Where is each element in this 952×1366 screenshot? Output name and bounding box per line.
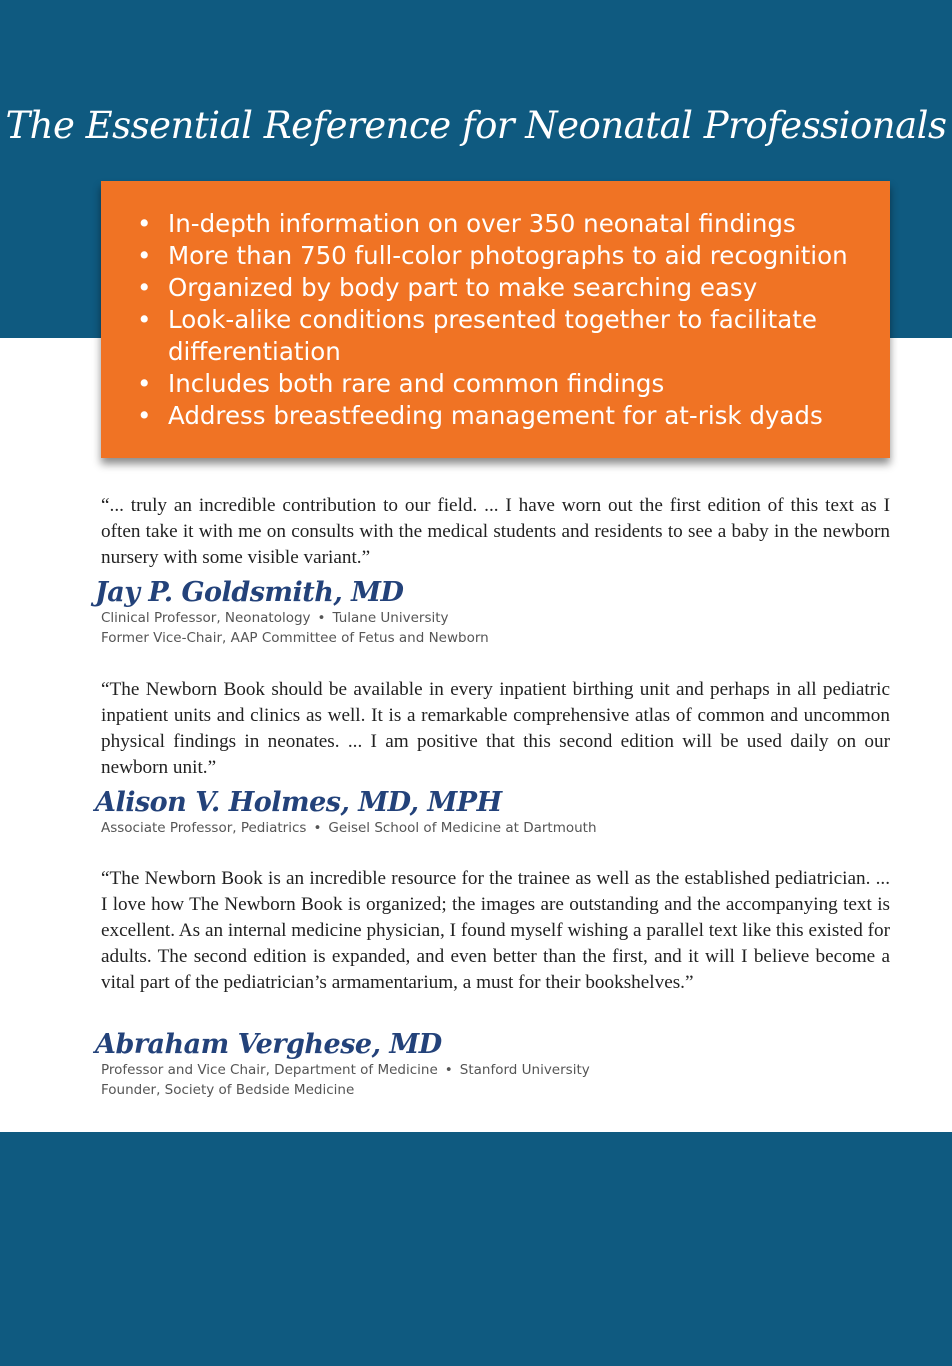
feature-text: Look-alike conditions presented together to facilitate differentiation (168, 305, 817, 366)
testimonial-author-1: Jay P. Goldsmith, MD (95, 577, 404, 608)
feature-text: Address breastfeeding management for at-risk dyads (168, 401, 823, 430)
testimonial-quote-2: “The Newborn Book should be available in every inpatient birthing unit and perhaps in all pediatric inpatient units and clinics as well. It is a remarkable comprehensive atlas of common and uncommon physical findings in neonates. ... I am positive that this second edition will be used daily on our newborn unit.” (101, 679, 890, 778)
features-box (101, 181, 890, 458)
affiliation-institution: Stanford University (459, 1062, 590, 1078)
affiliation-extra: Former Vice-Chair, AAP Committee of Fetus and Newborn (101, 630, 489, 646)
feature-item (137, 208, 857, 240)
feature-text: Includes both rare and common findings (168, 369, 665, 398)
testimonial-quote-3: “The Newborn Book is an incredible resource for the trainee as well as the established pediatrician. ... I love how The Newborn Book is organized; the images are outstanding and the accompanying text is excellent. As an internal medicine physician, I found myself wishing a parallel text like this existed for adults. The second edition is expanded, and even better than the first, and it will I believe become a vital part of the pediatrician’s armamentarium, a must for their bookshelves.” (101, 868, 890, 993)
features-list (137, 208, 857, 432)
feature-item (137, 272, 857, 304)
affiliation-title: Associate Professor, Pediatrics (101, 820, 307, 836)
bullet-icon: • (137, 305, 152, 334)
bullet-icon: • (137, 401, 152, 430)
bullet-icon: • (137, 241, 152, 270)
feature-item (137, 304, 857, 368)
separator-dot-icon: • (317, 610, 326, 626)
affiliation-institution: Geisel School of Medicine at Dartmouth (328, 820, 597, 836)
feature-item (137, 400, 857, 432)
bullet-icon: • (137, 209, 152, 238)
testimonial-author-2: Alison V. Holmes, MD, MPH (95, 787, 502, 818)
testimonial-quote-1: “... truly an incredible contribution to our field. ... I have worn out the first edition of this text as I often take it with me on consults with the medical students and residents to see a baby in the newborn nursery with some visible variant.” (101, 495, 890, 568)
bottom-blue-band (0, 1132, 952, 1366)
cover-headline: The Essential Reference for Neonatal Professionals (5, 104, 947, 147)
testimonial-author-3: Abraham Verghese, MD (95, 1029, 442, 1060)
bullet-icon: • (137, 369, 152, 398)
feature-text: Organized by body part to make searching easy (168, 273, 758, 302)
testimonial-affiliation-3 (101, 1060, 590, 1100)
feature-item (137, 368, 857, 400)
testimonial-affiliation-2 (101, 818, 597, 838)
affiliation-institution: Tulane University (332, 610, 449, 626)
bullet-icon: • (137, 273, 152, 302)
feature-text: In-depth information on over 350 neonatal findings (168, 209, 796, 238)
affiliation-title: Clinical Professor, Neonatology (101, 610, 311, 626)
testimonial-affiliation-1 (101, 608, 489, 648)
affiliation-extra: Founder, Society of Bedside Medicine (101, 1082, 355, 1098)
affiliation-title: Professor and Vice Chair, Department of Medicine (101, 1062, 438, 1078)
feature-item (137, 240, 857, 272)
separator-dot-icon: • (313, 820, 322, 836)
separator-dot-icon: • (444, 1062, 453, 1078)
feature-text: More than 750 full-color photographs to aid recognition (168, 241, 848, 270)
